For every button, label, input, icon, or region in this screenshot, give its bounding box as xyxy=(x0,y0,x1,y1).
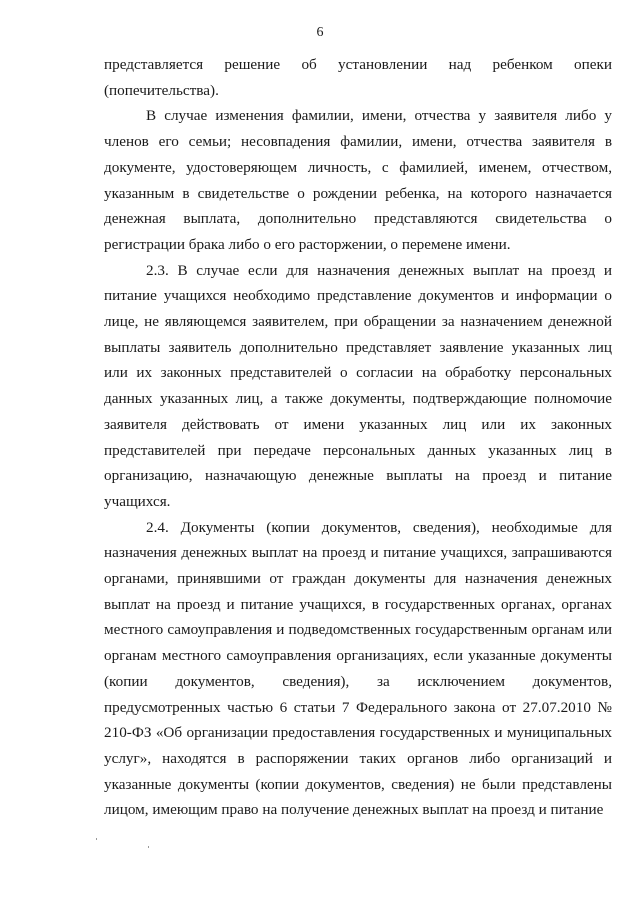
paragraph-name-change: В случае изменения фамилии, имени, отчества у заявителя либо у членов его семьи; несовпадения фамилии, имени, отчества заявителя в документе, удостоверяющем личность, с фамилией, именем, отчеством, указанным в свидетельстве о рождении ребенка, на которого назначается денежная выплата, дополнительно представляются свидетельства о регистрации брака либо о его расторжении, о перемене имени. xyxy=(104,107,612,253)
paragraph-2-4: 2.4. Документы (копии документов, сведения), необходимые для назначения денежных выплат на проезд и питание учащихся, запрашиваются органами, принявшими от граждан документы для назначения денежных выплат на проезд и питание учащихся, в государственных органах, органах местного самоуправления и подведомственных государственным органам или органам местного самоуправления организациях, если указанные документы (копии документов, сведения), за исключением документов, предусмотренных частью 6 статьи 7 Федерального закона от 27.07.2010 № 210-ФЗ «Об организации предоставления государственных и муниципальных услуг», находятся в распоряжении таких органов либо организаций и указанные документы (копии документов, сведения) не были представлены лицом, имеющим право на получение денежных выплат на проезд и питание xyxy=(104,518,612,819)
scan-speck xyxy=(148,846,149,848)
page-number: 6 xyxy=(316,25,324,40)
scan-speck xyxy=(96,838,97,840)
paragraph-2-3: 2.3. В случае если для назначения денежных выплат на проезд и питание учащихся необходимо представление документов и информации о лице, не являющемся заявителем, при обращении за назначением денежной выплаты заявитель дополнительно представляет заявление указанных лиц или их законных представителей о согласии на обработку персональных данных указанных лиц, а также документы, подтверждающие полномочие заявителя действовать от имени указанных лиц или их законных представителей при передаче персональных данных указанных лиц в организацию, назначающую денежные выплаты на проезд и питание учащихся. xyxy=(104,261,612,510)
paragraph-continuation: представляется решение об установлении над ребенком опеки (попечительства). xyxy=(104,56,612,99)
document-body xyxy=(104,52,612,823)
